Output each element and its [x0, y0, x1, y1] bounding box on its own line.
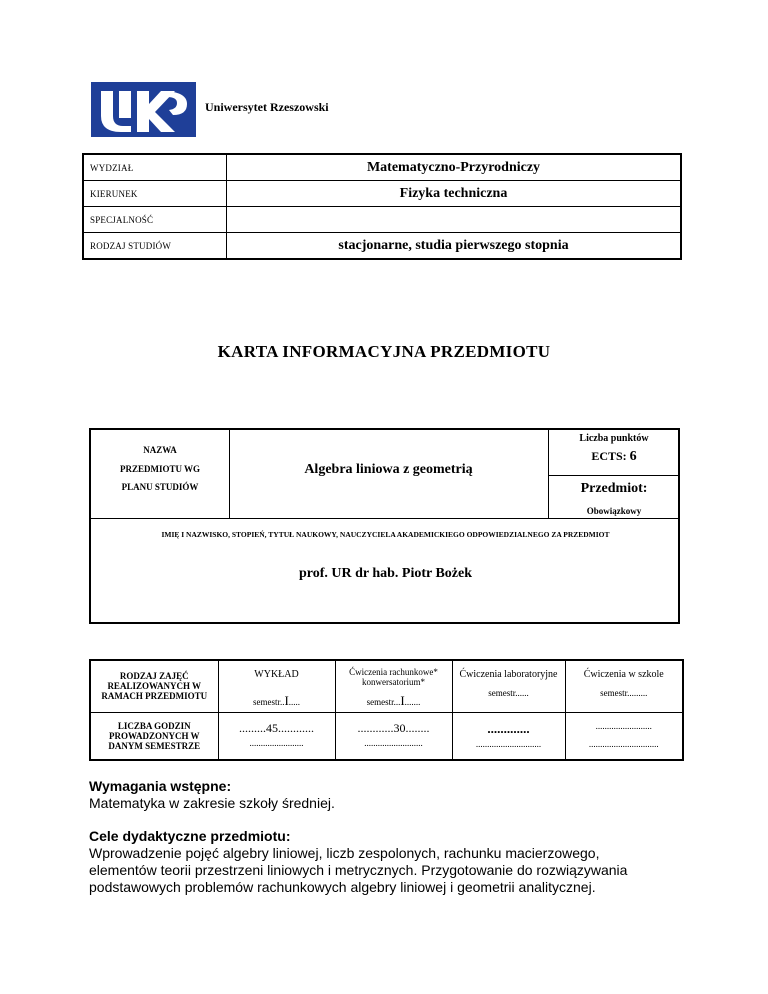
lab-hours-cell	[452, 712, 565, 760]
specialty-label: SPECJALNOŚĆ	[83, 207, 227, 233]
ects-points-label: Liczba punktów	[579, 433, 649, 444]
lab-semester: semestr......	[488, 687, 529, 698]
subject-name-label-1: NAZWA	[143, 445, 177, 455]
lecture-label: WYKŁAD	[254, 669, 299, 680]
subject-type-label: Przedmiot:	[580, 481, 648, 496]
field-value: Fizyka techniczna	[227, 181, 682, 207]
subject-name-label-2: PRZEDMIOTU WG	[119, 464, 201, 474]
exercises-hours-extra: ..........................	[364, 737, 423, 748]
goals-line: podstawowych problemów rachunkowych algebry liniowej i geometrii analitycznej.	[89, 879, 596, 895]
ects-number: 6	[629, 449, 637, 464]
lecture-hours-extra: ........................	[249, 737, 304, 748]
school-semester: semestr.........	[600, 687, 648, 698]
divider	[91, 518, 680, 519]
specialty-value	[227, 207, 682, 233]
class-type-header: RODZAJ ZAJĘĆ REALIZOWANYCH W RAMACH PRZEDMIOTU	[90, 660, 218, 712]
school-cell	[565, 660, 683, 712]
exercises-hours-cell	[335, 712, 452, 760]
lecturer-name: prof. UR dr hab. Piotr Bożek	[298, 566, 473, 581]
divider	[548, 475, 680, 476]
university-name: Uniwersytet Rzeszowski	[205, 100, 329, 114]
ects-label: ECTS:	[591, 449, 627, 463]
school-hours-extra: ...............................	[588, 738, 659, 749]
subject-name-label-3: PLANU STUDIÓW	[121, 482, 199, 492]
lecture-hours: .........45............	[239, 720, 314, 735]
exercises-semester: semestr...I.......	[366, 692, 421, 708]
table-row	[83, 233, 681, 260]
school-label: Ćwiczenia w szkole	[583, 669, 664, 680]
study-type-label: RODZAJ STUDIÓW	[83, 233, 227, 260]
ects-value	[548, 449, 680, 465]
table-row	[90, 660, 683, 712]
lecture-hours-cell	[218, 712, 335, 760]
lab-hours: .............	[487, 720, 530, 736]
classes-table	[89, 659, 684, 761]
exercises-cell	[335, 660, 452, 712]
table-row	[90, 712, 683, 760]
table-row	[83, 207, 681, 233]
goals-line: Wprowadzenie pojęć algebry liniowej, liczb zespolonych, rachunku macierzowego,	[89, 845, 600, 861]
lab-hours-extra: .............................	[475, 738, 542, 749]
faculty-value: Matematyczno-Przyrodniczy	[227, 154, 682, 181]
study-type-value: stacjonarne, studia pierwszego stopnia	[227, 233, 682, 260]
lecturer-label: IMIĘ I NAZWISKO, STOPIEŃ, TYTUŁ NAUKOWY, NAUCZYCIELA AKADEMICKIEGO ODPOWIEDZIALNEGO ZA PRZEDMIOT	[161, 530, 610, 539]
school-hours-cell	[565, 712, 683, 760]
lecture-cell	[218, 660, 335, 712]
lab-label: Ćwiczenia laboratoryjne	[459, 669, 558, 680]
faculty-label: WYDZIAŁ	[83, 154, 227, 181]
ur-logo-icon	[91, 82, 196, 137]
requirements-heading: Wymagania wstępne:	[89, 778, 232, 794]
subject-box	[89, 428, 680, 624]
goals-text	[89, 845, 709, 896]
requirements-text: Matematyka w zakresie szkoły średniej.	[89, 795, 335, 811]
lab-cell	[452, 660, 565, 712]
table-row	[83, 154, 681, 181]
exercises-hours: ............30........	[357, 720, 430, 735]
goals-heading: Cele dydaktyczne przedmiotu:	[89, 828, 291, 844]
table-row	[83, 181, 681, 207]
hours-header: LICZBA GODZIN PROWADZONYCH W DANYM SEMESTRZE	[90, 712, 218, 760]
lecture-semester: semestr..I.....	[252, 692, 301, 708]
goals-line: elementów teorii przestrzeni liniowych i metrycznych. Przygotowanie do rozwiązywania	[89, 862, 628, 878]
subject-type-value: Obowiązkowy	[586, 506, 642, 516]
exercises-label: Ćwiczenia rachunkowe* konwersatorium*	[349, 667, 438, 687]
page-title: KARTA INFORMACYJNA PRZEDMIOTU	[217, 342, 551, 361]
school-hours: .........................	[595, 720, 652, 731]
faculty-info-table	[82, 153, 682, 260]
subject-name: Algebra liniowa z geometrią	[304, 462, 473, 477]
field-label: KIERUNEK	[83, 181, 227, 207]
